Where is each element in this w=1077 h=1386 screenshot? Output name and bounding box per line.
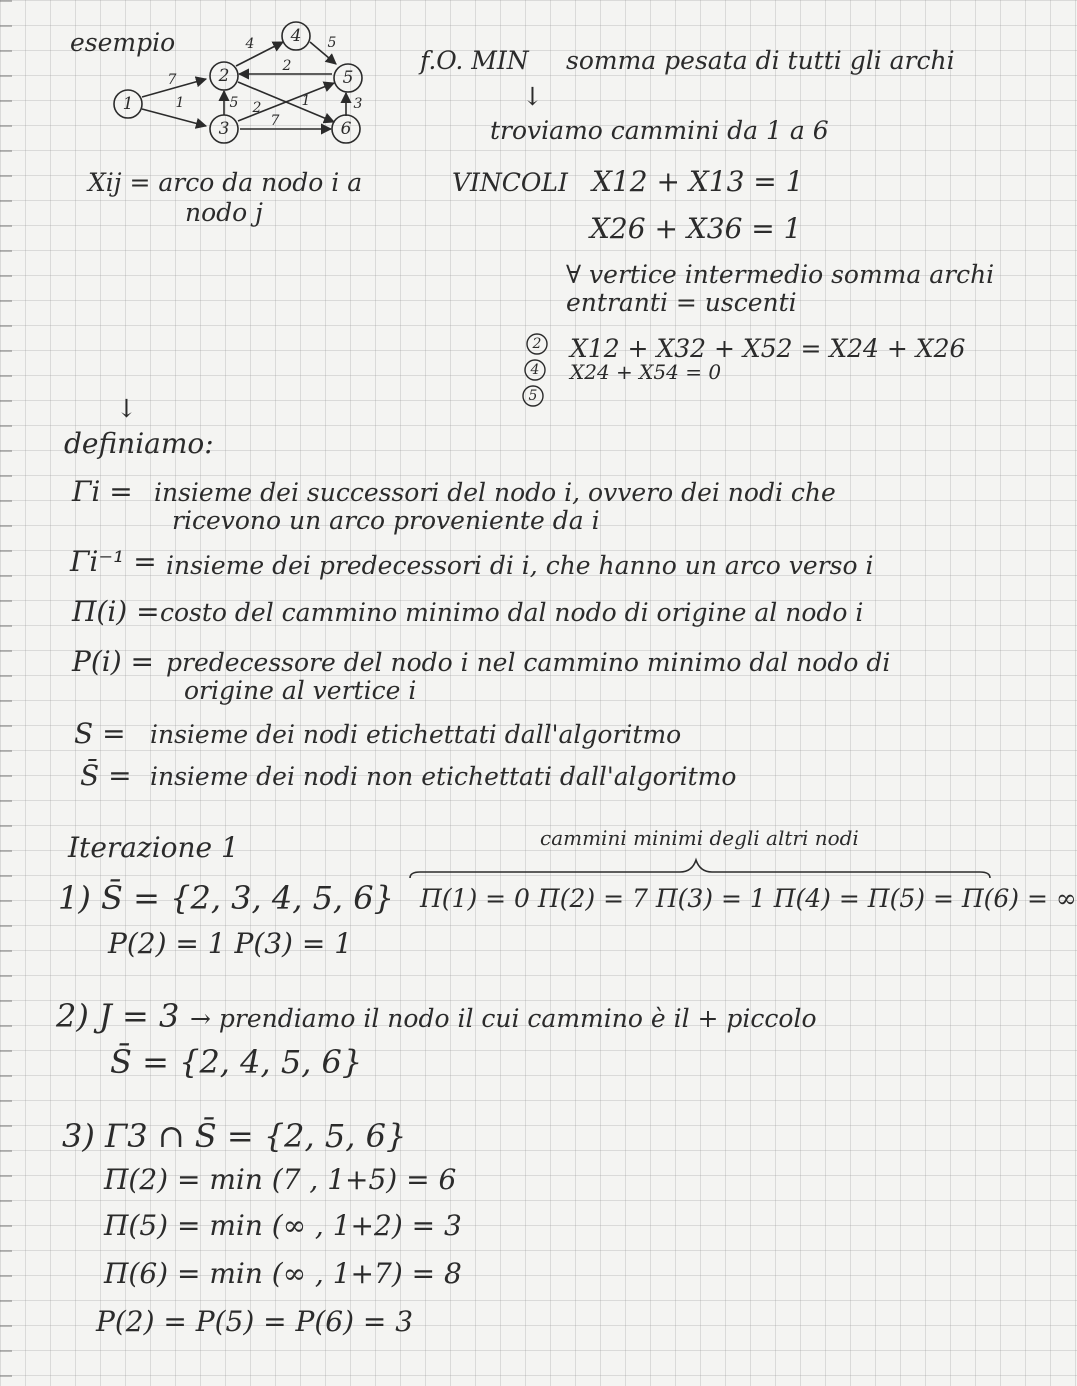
- node-markers: [518, 330, 558, 420]
- pi-2-update: Π(2) = min (7 , 1+5) = 6: [104, 1163, 457, 1196]
- step-3-predecessors: P(2) = P(5) = P(6) = 3: [96, 1305, 414, 1338]
- edge-1-3: [142, 109, 206, 126]
- sbar-definition: insieme dei nodi non etichettati dall'algoritmo: [150, 762, 737, 791]
- gamma-inverse-symbol: Γi⁻¹ =: [70, 545, 157, 578]
- gamma-symbol: Γi =: [72, 475, 133, 508]
- edge-weight: 3: [353, 96, 363, 112]
- iteration-title: Iterazione 1: [68, 831, 239, 864]
- node-label: 4: [290, 26, 302, 46]
- pi-definition: costo del cammino minimo dal nodo di origine al nodo i: [160, 598, 864, 627]
- node-label: 6: [340, 119, 352, 139]
- node-label: 2: [218, 66, 230, 86]
- flow-conservation-note-cont: entranti = uscenti: [566, 288, 797, 317]
- p-symbol: P(i) =: [72, 645, 155, 678]
- notebook-margin: [0, 0, 12, 1386]
- s-symbol: S =: [74, 717, 126, 750]
- constraint-node-2: X12 + X32 + X52 = X24 + X26: [570, 334, 966, 363]
- constraint-node-4: X24 + X54 = 0: [570, 360, 722, 384]
- s-definition: insieme dei nodi etichettati dall'algoritmo: [150, 720, 682, 749]
- edge-weight: 1: [175, 95, 185, 111]
- constraints-label: VINCOLI: [452, 168, 568, 197]
- node-marker-label: 4: [530, 362, 540, 378]
- pi-6-update: Π(6) = min (∞ , 1+7) = 8: [104, 1257, 462, 1290]
- xij-definition: Xij = arco da nodo i a: [88, 168, 363, 197]
- edge-weight: 2: [252, 100, 262, 116]
- edge-weight: 4: [245, 36, 255, 52]
- step-3-intersection: 3) Γ3 ∩ S̄ = {2, 5, 6}: [62, 1117, 407, 1155]
- node-label: 5: [342, 68, 354, 88]
- annotation-bracket: [400, 848, 1000, 888]
- down-arrow-icon: ↓: [522, 82, 543, 111]
- node-marker-label: 2: [532, 336, 542, 352]
- edge-weight: 7: [167, 72, 177, 88]
- node-label: 1: [122, 94, 134, 114]
- gamma-definition-cont: ricevono un arco proveniente da i: [172, 506, 600, 535]
- step-2-sbar: S̄ = {2, 4, 5, 6}: [110, 1043, 363, 1081]
- edge-weight: 5: [229, 95, 239, 111]
- step-1-sbar: 1) S̄ = {2, 3, 4, 5, 6}: [58, 879, 394, 917]
- constraint-sink: X26 + X36 = 1: [590, 212, 802, 245]
- node-marker-label: 5: [528, 388, 538, 404]
- objective-description: somma pesata di tutti gli archi: [566, 46, 955, 75]
- graph-diagram: [0, 0, 400, 160]
- pi-5-update: Π(5) = min (∞ , 1+2) = 3: [104, 1209, 462, 1242]
- initial-pi-values: Π(1) = 0 Π(2) = 7 Π(3) = 1 Π(4) = Π(5) = Π(6) = ∞: [420, 884, 1077, 913]
- graph-title: esempio: [70, 28, 176, 57]
- pi-symbol: Π(i) =: [72, 595, 160, 628]
- paths-note: troviamo cammini da 1 a 6: [490, 116, 829, 145]
- flow-conservation-note: ∀ vertice intermedio somma archi: [566, 260, 995, 289]
- edge-weight: 1: [301, 93, 311, 109]
- node-label: 3: [218, 119, 230, 139]
- sbar-symbol: S̄ =: [80, 759, 132, 792]
- down-arrow-icon: ↓: [116, 394, 137, 423]
- xij-definition-cont: nodo j: [185, 198, 263, 227]
- gamma-inverse-definition: insieme dei predecessori di i, che hanno un arco verso i: [166, 551, 874, 580]
- edge-weight: 7: [270, 113, 280, 129]
- edge-weight: 5: [327, 35, 337, 51]
- step-2-description: → prendiamo il nodo il cui cammino è il + piccolo: [190, 1004, 817, 1033]
- edge-2-4: [236, 42, 283, 66]
- step-2-j: 2) J = 3: [56, 997, 180, 1035]
- objective-label: f.O. MIN: [420, 46, 529, 75]
- min-paths-annotation: cammini minimi degli altri nodi: [540, 826, 859, 850]
- p-definition: predecessore del nodo i nel cammino minimo dal nodo di: [166, 648, 891, 677]
- constraint-source: X12 + X13 = 1: [592, 165, 804, 198]
- definitions-heading: definiamo:: [64, 427, 214, 460]
- edge-weight: 2: [282, 58, 292, 74]
- initial-predecessors: P(2) = 1 P(3) = 1: [108, 927, 353, 960]
- gamma-definition: insieme dei successori del nodo i, ovvero dei nodi che: [154, 478, 836, 507]
- p-definition-cont: origine al vertice i: [184, 676, 417, 705]
